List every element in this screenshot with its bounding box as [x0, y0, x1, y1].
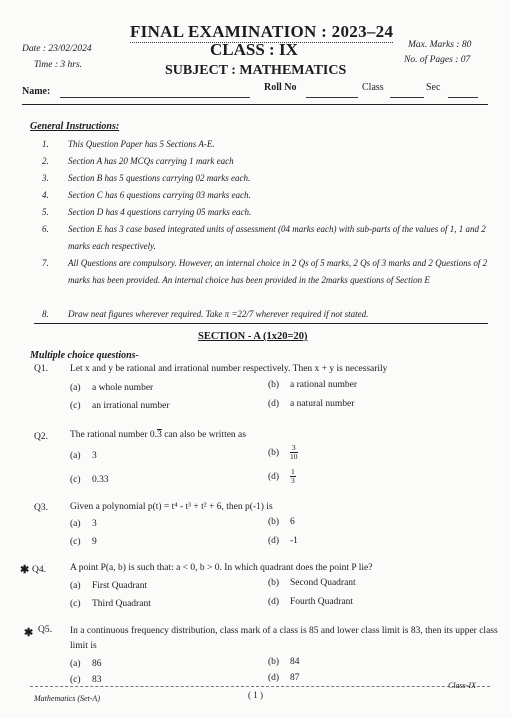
- fraction: [290, 444, 298, 461]
- class-label: Class: [362, 82, 384, 93]
- option-label: (b): [268, 380, 280, 390]
- header-divider: [22, 104, 488, 105]
- instruction-item: [30, 153, 490, 170]
- question-text-part: can also be written as: [161, 430, 246, 440]
- roll-no-label: Roll No: [264, 82, 297, 93]
- instruction-item: [30, 255, 490, 306]
- option-b[interactable]: [268, 380, 357, 390]
- option-label: (d): [268, 673, 280, 683]
- instruction-item: [30, 204, 490, 221]
- fraction-denominator: 3: [291, 476, 295, 485]
- option-label: (c): [70, 475, 81, 485]
- instruction-text: Section C has 6 questions carrying 03 marks each.: [68, 190, 251, 200]
- star-mark-icon: ✱: [20, 564, 30, 576]
- option-d[interactable]: [268, 597, 353, 607]
- fraction: [290, 468, 296, 485]
- option-d[interactable]: [268, 673, 300, 683]
- option-text: a natural number: [290, 399, 355, 409]
- option-text: 6: [290, 517, 295, 527]
- recurring-digit: 3: [157, 430, 162, 440]
- option-label: (a): [70, 383, 81, 393]
- option-text: -1: [290, 536, 298, 546]
- instruction-number: 4.: [42, 190, 49, 200]
- option-text: First Quadrant: [92, 581, 148, 591]
- option-d[interactable]: [268, 536, 298, 546]
- instruction-text: Draw neat figures wherever required. Take π =22/7 wherever required if not stated.: [68, 309, 369, 319]
- instruction-text: Section A has 20 MCQs carrying 1 mark each: [68, 156, 234, 166]
- roll-no-field[interactable]: [306, 97, 358, 98]
- option-d[interactable]: [268, 468, 296, 485]
- instruction-number: 3.: [42, 173, 49, 183]
- option-label: (d): [268, 471, 280, 482]
- question-text: A point P(a, b) is such that: a < 0, b > 0. In which quadrant does the point P lie?: [70, 563, 373, 573]
- option-b[interactable]: [268, 657, 300, 667]
- option-text: 9: [92, 537, 97, 547]
- subject-heading: SUBJECT : MATHEMATICS: [165, 63, 347, 78]
- question-text: Given a polynomial p(t) = t⁴ - t³ + t² + 6, then p(-1) is: [70, 502, 273, 512]
- instruction-number: 5.: [42, 207, 49, 217]
- page-number: ( 1 ): [248, 690, 263, 700]
- fraction-numerator: 3: [291, 443, 296, 452]
- instruction-number: 7.: [42, 258, 49, 268]
- option-label: (b): [268, 578, 280, 588]
- question-number: Q1.: [34, 364, 48, 374]
- instruction-text: Section E has 3 case based integrated units of assessment (04 marks each) with sub-parts of the values of 1, 1 and 2 marks each respectively.: [68, 224, 486, 251]
- instruction-number: 2.: [42, 156, 49, 166]
- instruction-text: Section B has 5 questions carrying 02 marks each.: [68, 173, 251, 183]
- exam-time: Time : 3 hrs.: [34, 60, 83, 70]
- option-text: an irrational number: [92, 401, 170, 411]
- section-field[interactable]: [448, 97, 478, 98]
- option-label: (d): [268, 399, 280, 409]
- option-label: (a): [70, 451, 81, 461]
- option-a[interactable]: [70, 383, 153, 393]
- star-mark-icon: ✱: [24, 627, 34, 639]
- option-c[interactable]: [70, 537, 97, 547]
- option-label: (b): [268, 447, 280, 458]
- option-b[interactable]: [268, 517, 295, 527]
- option-text: 3: [92, 519, 97, 529]
- option-text: a rational number: [290, 380, 358, 390]
- section-a-heading: SECTION - A (1x20=20): [198, 331, 308, 342]
- option-label: (c): [70, 537, 81, 547]
- instruction-number: 6.: [42, 224, 49, 234]
- option-text: 3: [92, 451, 97, 461]
- instruction-item: [30, 187, 490, 204]
- option-b[interactable]: [268, 444, 298, 461]
- instruction-number: 8.: [42, 309, 49, 319]
- question-number: Q3.: [34, 503, 48, 513]
- fraction-numerator: 1: [291, 467, 295, 476]
- class-field[interactable]: [390, 97, 424, 98]
- instruction-text: All Questions are compulsory. However, an internal choice in 2 Qs of 5 marks, 2 Qs of 3 marks and 2 Questions of 2 marks has been provided. An internal choice has been provided in the 2marks questions of Section E: [68, 258, 488, 285]
- option-c[interactable]: [70, 401, 170, 411]
- instruction-item: [30, 136, 490, 153]
- number-of-pages: No. of Pages : 07: [404, 55, 471, 65]
- instructions-divider: [34, 323, 488, 324]
- footer-divider: [30, 686, 490, 687]
- option-label: (a): [70, 519, 81, 529]
- student-info-bar: [22, 84, 488, 100]
- question-number: Q4.: [32, 565, 46, 575]
- instruction-item: [30, 170, 490, 187]
- option-text: Fourth Quadrant: [290, 597, 354, 607]
- max-marks: Max. Marks : 80: [408, 40, 472, 50]
- option-label: (c): [70, 401, 81, 411]
- option-label: (b): [268, 657, 280, 667]
- instruction-number: 1.: [42, 139, 49, 149]
- footer-subject-set: Mathematics (Set-A): [34, 694, 100, 703]
- fraction-denominator: 10: [290, 452, 298, 461]
- instruction-item: [30, 306, 490, 323]
- instruction-text: Section D has 4 questions carrying 05 marks each.: [68, 207, 252, 217]
- option-b[interactable]: [268, 578, 356, 588]
- footer-class: Class-IX: [448, 681, 476, 690]
- section-label: Sec: [426, 82, 441, 93]
- exam-date: Date : 23/02/2024: [22, 44, 92, 54]
- option-label: (a): [70, 659, 81, 669]
- question-number: Q2.: [34, 432, 48, 442]
- name-label: Name:: [22, 86, 51, 97]
- question-text-part: The rational number 0.: [70, 430, 158, 440]
- option-c[interactable]: [70, 599, 151, 609]
- question-text: Let x and y be rational and irrational number respectively. Then x + y is necessarily: [70, 364, 388, 374]
- option-text: a whole number: [92, 383, 154, 393]
- option-a[interactable]: [70, 581, 147, 591]
- option-text: 86: [92, 659, 102, 669]
- option-text: Third Quadrant: [92, 599, 151, 609]
- option-text: Second Quadrant: [290, 578, 356, 588]
- option-label: (b): [268, 517, 280, 527]
- option-label: (d): [268, 597, 280, 607]
- option-a[interactable]: [70, 659, 102, 669]
- mcq-subheading: Multiple choice questions-: [30, 350, 139, 361]
- option-label: (c): [70, 675, 81, 685]
- option-c[interactable]: [70, 475, 109, 485]
- option-text: 0.33: [92, 475, 109, 485]
- option-text: 87: [290, 673, 300, 683]
- option-label: (a): [70, 581, 81, 591]
- instructions-heading: General Instructions:: [30, 121, 120, 132]
- question-text: In a continuous frequency distribution, class mark of a class is 85 and lower class limit is 83, then its upper class limit is: [70, 626, 498, 651]
- option-c[interactable]: [70, 675, 102, 685]
- option-a[interactable]: [70, 519, 97, 529]
- question-text: [70, 430, 490, 440]
- class-heading: CLASS : IX: [210, 40, 298, 59]
- exam-title: FINAL EXAMINATION : 2023–24: [130, 22, 394, 41]
- option-label: (c): [70, 599, 81, 609]
- name-field[interactable]: [60, 97, 250, 98]
- instruction-text: This Question Paper has 5 Sections A-E.: [68, 139, 215, 149]
- question-number: Q5.: [38, 625, 52, 635]
- option-text: 83: [92, 675, 102, 685]
- option-d[interactable]: [268, 399, 354, 409]
- option-label: (d): [268, 536, 280, 546]
- option-text: 84: [290, 657, 300, 667]
- instruction-item: [30, 221, 490, 255]
- option-a[interactable]: [70, 451, 97, 461]
